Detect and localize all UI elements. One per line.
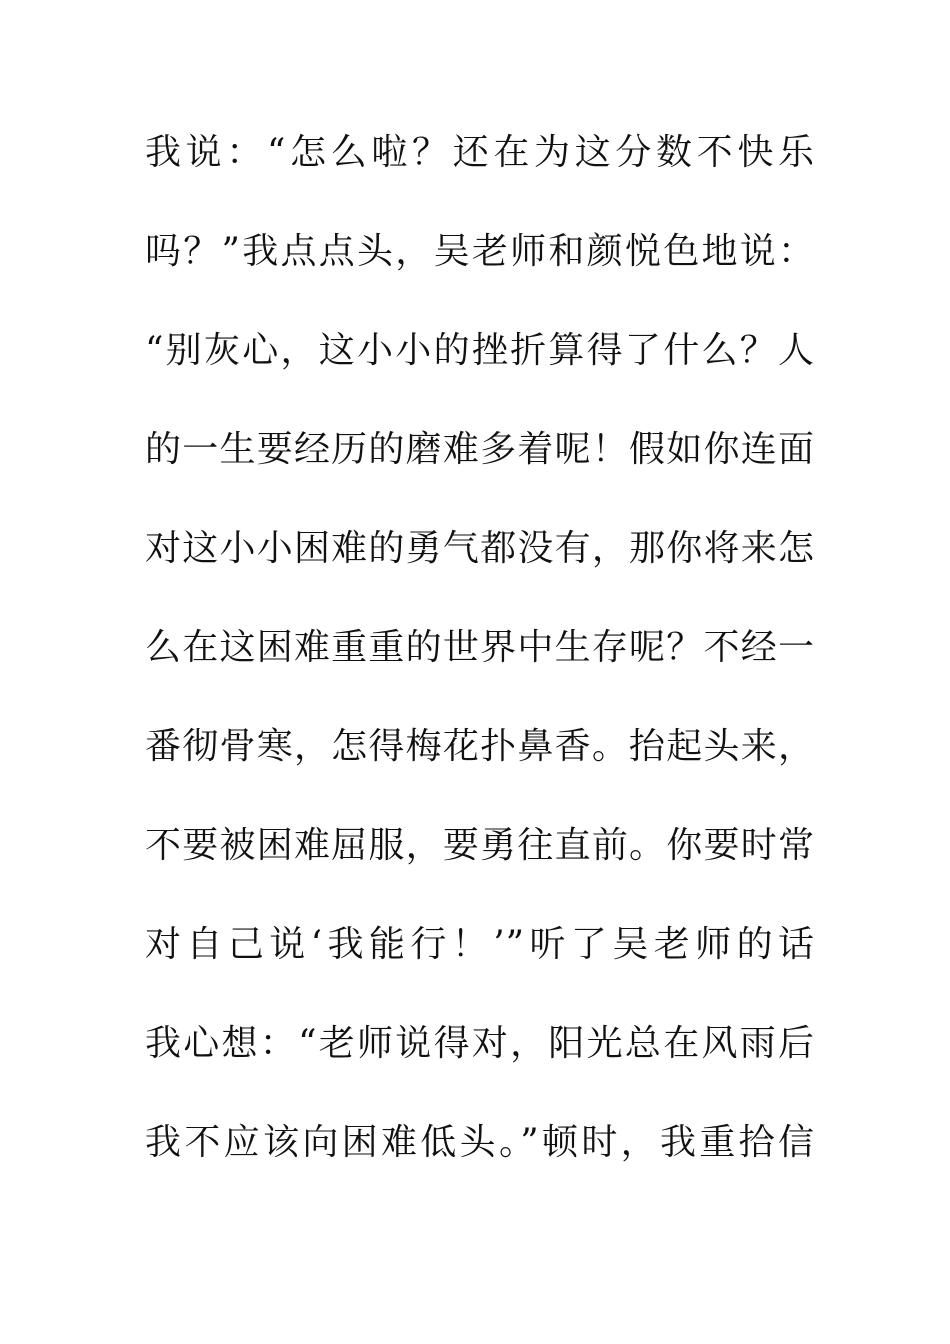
text-line: 我心想：“老师说得对，阳光总在风雨后 [145,1023,815,1064]
text-line: 么在这困难重重的世界中生存呢？不经一 [145,627,815,668]
text-line: 我说：“怎么啦？还在为这分数不快乐 [145,132,815,173]
text-line: 我不应该向困难低头。”顿时，我重拾信 [145,1122,815,1163]
text-line: 番彻骨寒，怎得梅花扑鼻香。抬起头来， [145,726,815,767]
body-text [145,124,815,1213]
text-line: 不要被困难屈服，要勇往直前。你要时常 [145,825,815,866]
text-line: 对自己说‘我能行！’”听了吴老师的话 [145,924,815,965]
text-line: “别灰心，这小小的挫折算得了什么？人 [145,330,815,371]
text-line: 吗？”我点点头，吴老师和颜悦色地说： [145,231,815,272]
text-line: 的一生要经历的磨难多着呢！假如你连面 [145,429,815,470]
text-line: 对这小小困难的勇气都没有，那你将来怎 [145,528,815,569]
